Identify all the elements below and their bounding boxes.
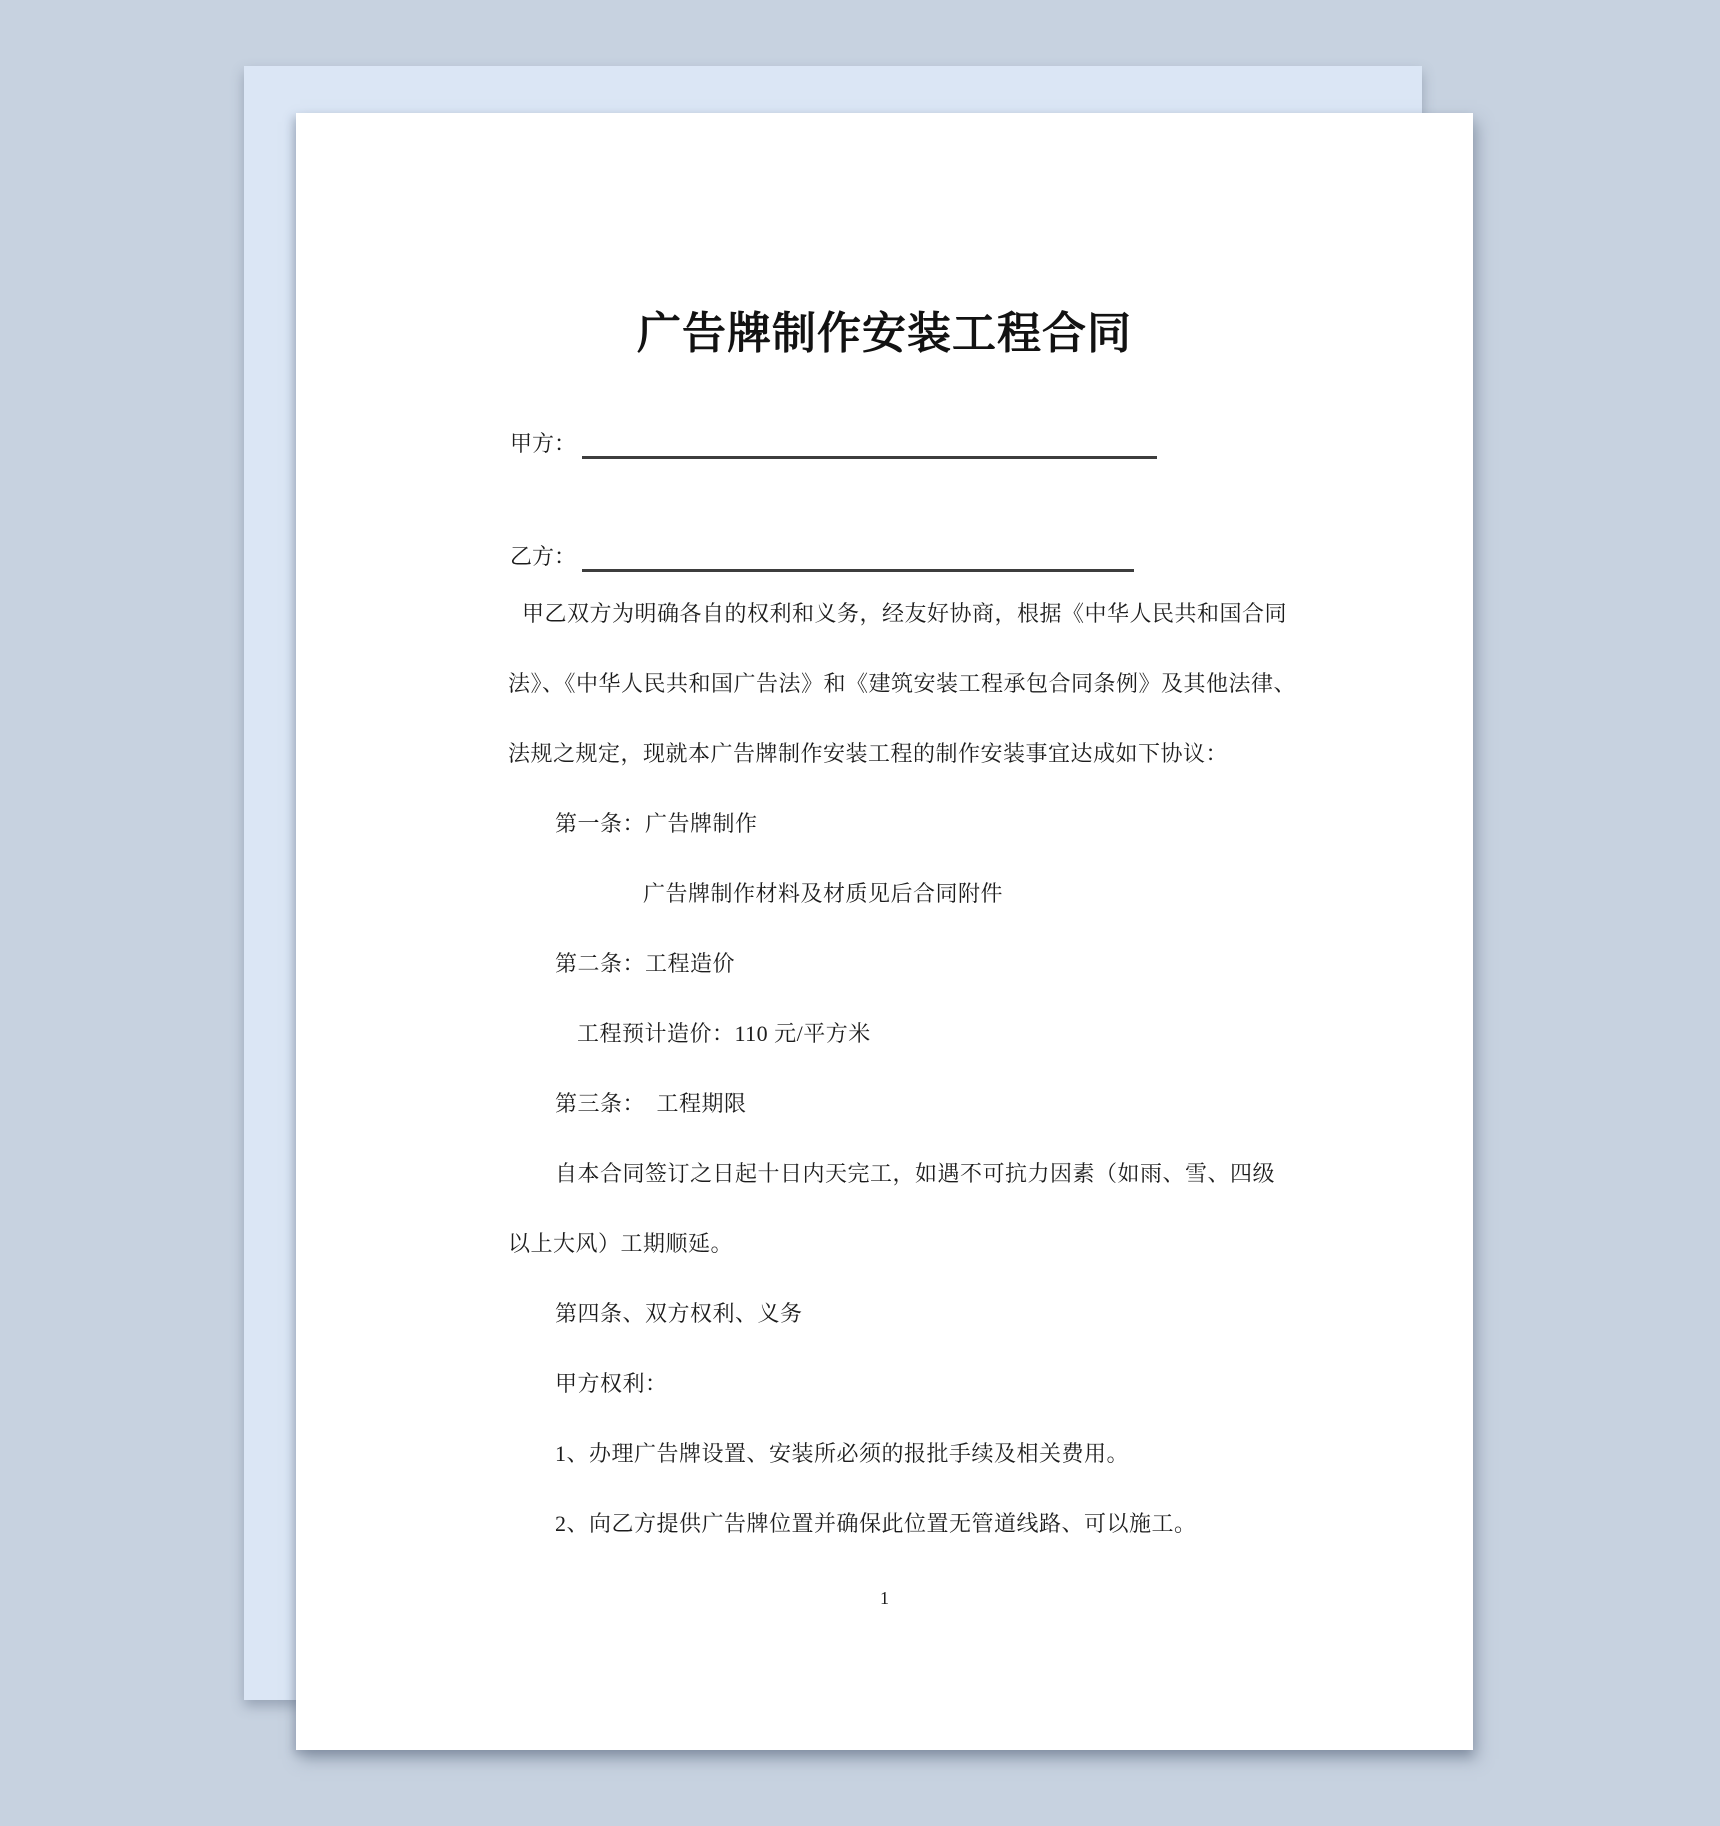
party-a-rights-item-2: 2、向乙方提供广告牌位置并确保此位置无管道线路、可以施工。 — [555, 1511, 1197, 1536]
body-line: 法规之规定，现就本广告牌制作安装工程的制作安装事宜达成如下协议： — [508, 741, 1229, 766]
body-line: 甲乙双方为明确各自的权利和义务，经友好协商，根据《中华人民共和国合同 — [522, 601, 1288, 626]
party-a-blank-line — [582, 429, 1157, 459]
page-number: 1 — [880, 1588, 889, 1608]
clause-2-body: 工程预计造价：110 元/平方米 — [577, 1021, 871, 1046]
body-line: 法》、《中华人民共和国广告法》和《建筑安装工程承包合同条例》及其他法律、 — [508, 671, 1297, 696]
party-a-rights-item-1: 1、办理广告牌设置、安装所必须的报批手续及相关费用。 — [555, 1441, 1130, 1466]
clause-3-body: 自本合同签订之日起十日内天完工，如遇不可抗力因素（如雨、雪、四级 — [555, 1161, 1276, 1186]
clause-4-heading: 第四条、双方权利、义务 — [555, 1301, 803, 1326]
clause-3-body: 以上大风）工期顺延。 — [508, 1231, 734, 1256]
party-b-row — [510, 542, 1134, 572]
document-title: 广告牌制作安装工程合同 — [637, 309, 1132, 358]
party-a-rights-heading: 甲方权利： — [555, 1371, 668, 1396]
party-b-label: 乙方： — [510, 544, 577, 569]
party-b-blank-line — [582, 542, 1134, 572]
contract-page — [296, 113, 1473, 1750]
clause-1-heading: 第一条：广告牌制作 — [555, 811, 758, 836]
party-a-row — [510, 429, 1157, 459]
clause-3-heading: 第三条： 工程期限 — [555, 1091, 747, 1116]
clause-1-body: 广告牌制作材料及材质见后合同附件 — [643, 881, 1004, 906]
party-a-label: 甲方： — [510, 431, 577, 456]
clause-2-heading: 第二条：工程造价 — [555, 951, 736, 976]
